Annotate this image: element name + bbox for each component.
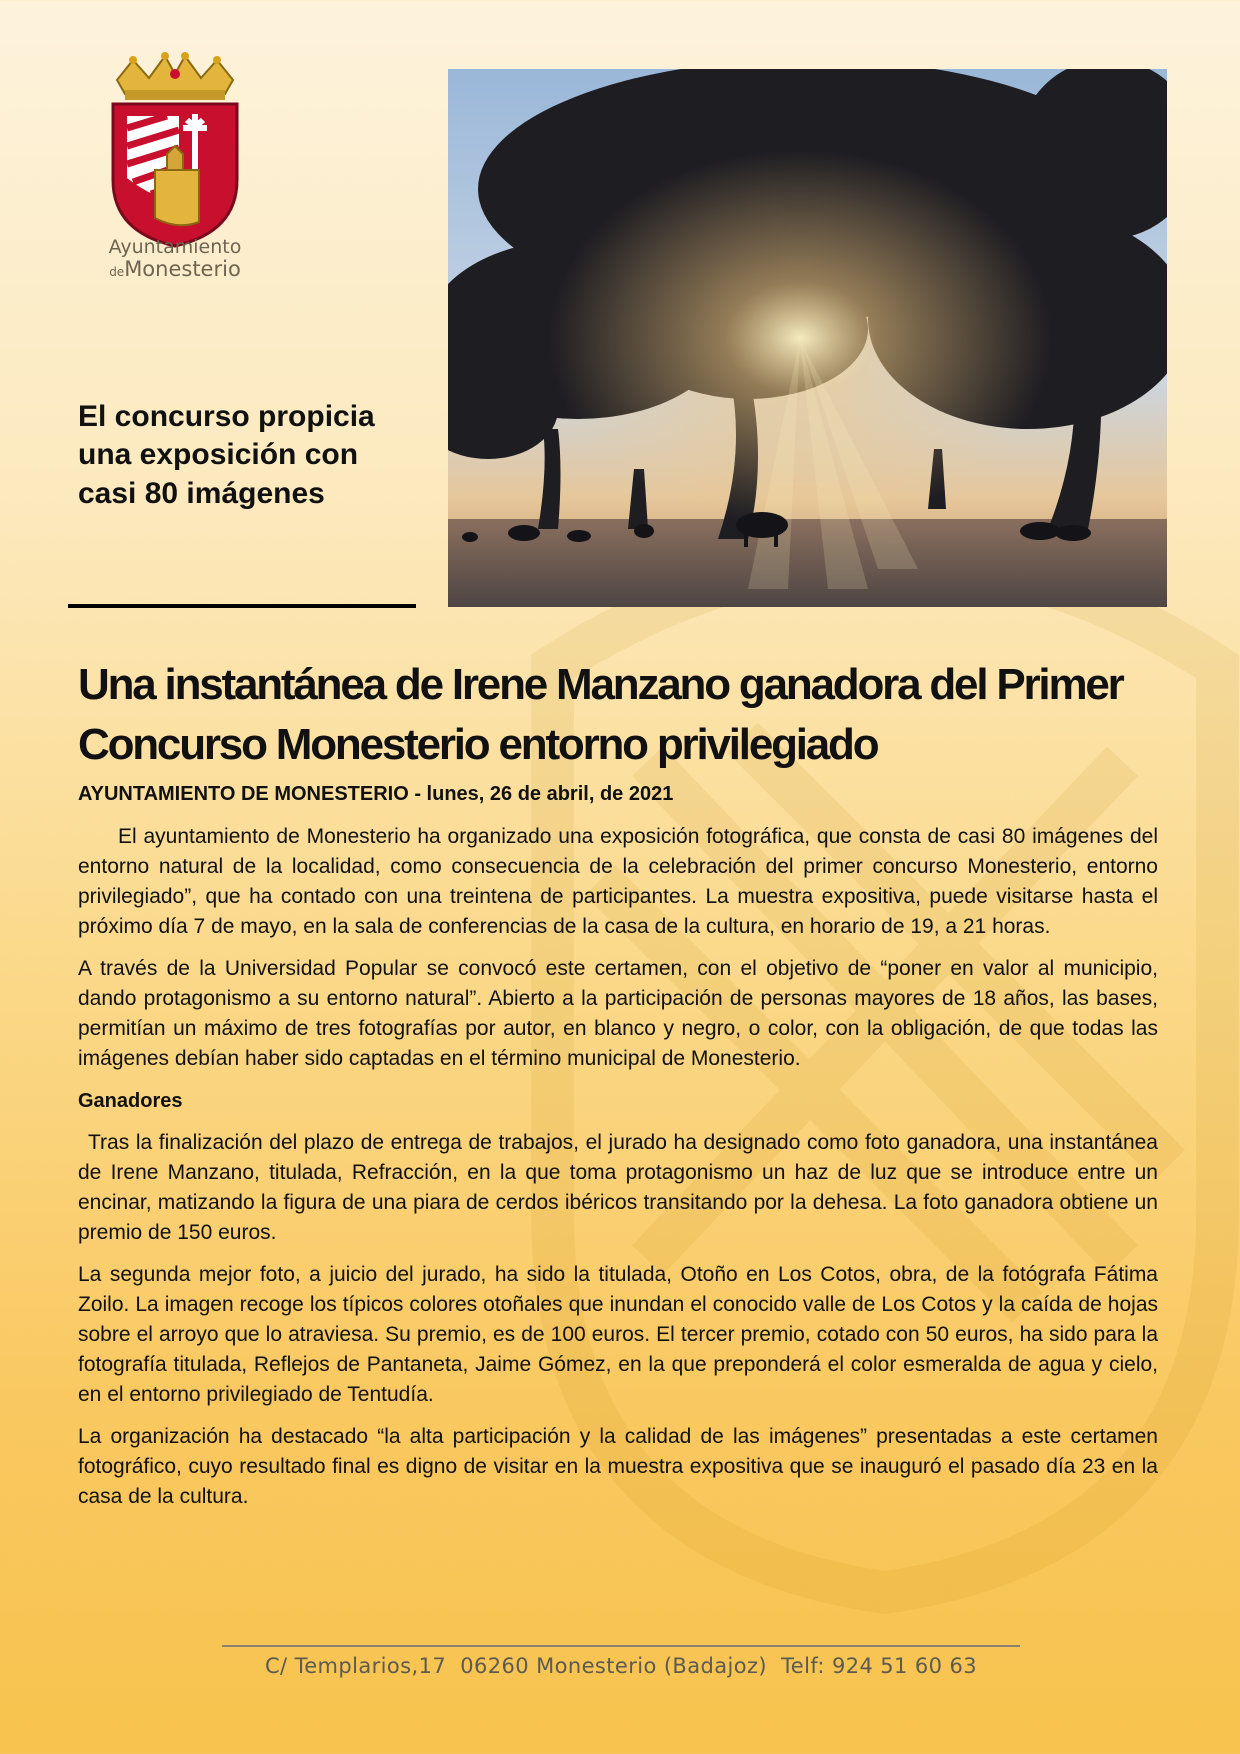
- article-body: [78, 822, 1158, 1524]
- paragraph-3: Tras la finalización del plazo de entrega de trabajos, el jurado ha designado como foto ganadora, una instantánea de Irene Manzano, titulada, Refracción, en la que toma protagonismo un haz de luz que se introduce entre un encinar, matizando la figura de una piara de cerdos ibéricos transitando por la dehesa. La foto ganadora obtiene un premio de 150 euros.: [78, 1131, 1158, 1244]
- paragraph-4: La segunda mejor foto, a juicio del jurado, ha sido la titulada, Otoño en Los Cotos, obra, de la fotógrafa Fátima Zoilo. La imagen recoge los típicos colores otoñales que inundan el conocido valle de Los Cotos y la caída de hojas sobre el arroyo que lo atraviesa. Su premio, es de 100 euros. El tercer premio, cotado con 50 euros, ha sido para la fotografía titulada, Reflejos de Pantaneta, Jaime Gómez, en la que preponderá el color esmeralda de agua y cielo, en el entorno privilegiado de Tentudía.: [78, 1263, 1158, 1406]
- section-heading: Ganadores: [78, 1090, 183, 1112]
- logo-line-2: deMonesterio: [109, 256, 241, 281]
- divider-rule: [68, 604, 416, 608]
- paragraph-2: A través de la Universidad Popular se convocó este certamen, con el objetivo de “poner en valor al municipio, dando protagonismo a su entorno natural”. Abierto a la participación de personas mayores de 18 años, las bases, permitían un máximo de tres fotografías por autor, en blanco y negro, o color, con la obligación, de que todas las imágenes debían haber sido captadas en el término municipal de Monesterio.: [78, 957, 1158, 1070]
- headline: Una instantánea de Irene Manzano ganadora del Primer Concurso Monesterio entorno privilegiado: [78, 660, 1123, 769]
- paragraph-5: La organización ha destacado “la alta participación y la calidad de las imágenes” presentadas a este certamen fotográfico, cuyo resultado final es digno de visitar en la muestra expositiva que se inauguró el pasado día 23 en la casa de la cultura.: [78, 1425, 1158, 1508]
- footer-rule: [222, 1645, 1020, 1647]
- subheadline: El concurso propicia una exposición con casi 80 imágenes: [78, 400, 375, 510]
- winning-photo: [448, 69, 1167, 607]
- logo-wordmark: [95, 238, 255, 280]
- logo-line-1: Ayuntamiento: [108, 236, 242, 258]
- paragraph-1: El ayuntamiento de Monesterio ha organizado una exposición fotográfica, que consta de casi 80 imágenes del entorno natural de la localidad, como consecuencia de la celebración del primer concurso Monesterio, entorno privilegiado”, que ha contado con una treintena de participantes. La muestra expositiva, puede visitarse hasta el próximo día 7 de mayo, en la sala de conferencias de la casa de la cultura, en horario de 19, a 21 horas.: [78, 825, 1158, 938]
- footer-address: C/ Templarios,17 06260 Monesterio (Badajoz) Telf: 924 51 60 63: [264, 1654, 978, 1678]
- byline: AYUNTAMIENTO DE MONESTERIO - lunes, 26 de abril, de 2021: [78, 783, 674, 805]
